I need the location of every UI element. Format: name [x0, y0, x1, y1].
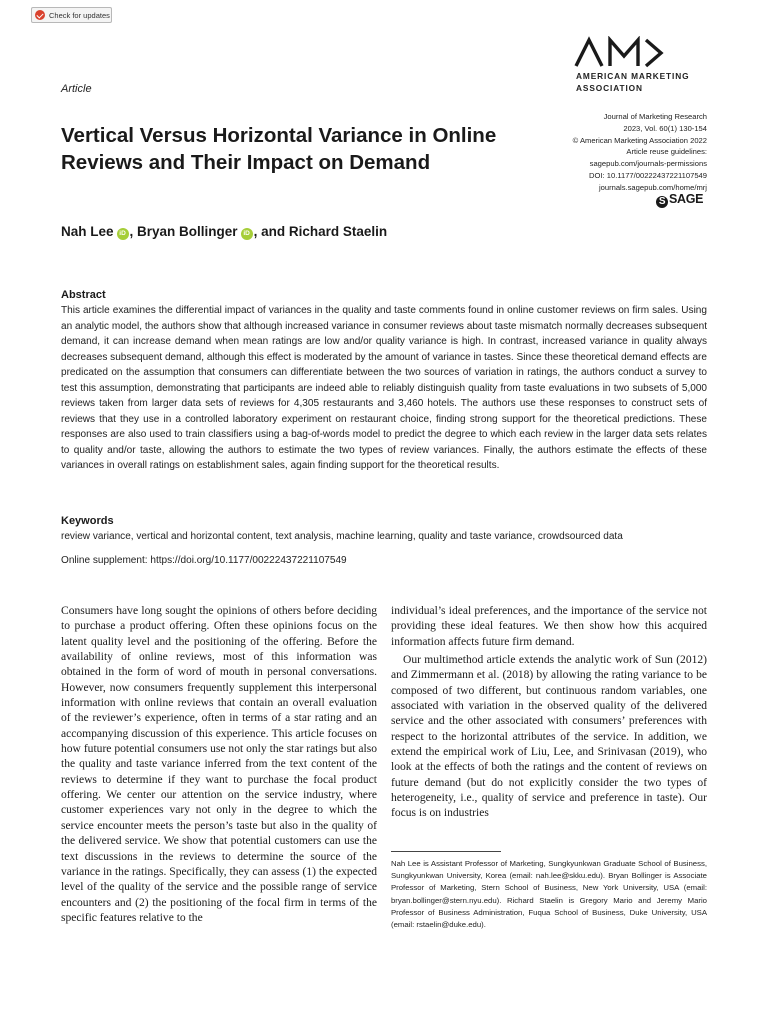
author-name: Nah Lee	[61, 224, 114, 239]
abstract-heading: Abstract	[61, 289, 106, 301]
footnote-divider	[391, 851, 501, 852]
author-name: , and Richard Staelin	[253, 224, 388, 239]
ama-name: AMERICAN MARKETING ASSOCIATION	[576, 71, 690, 93]
keywords-heading: Keywords	[61, 515, 114, 527]
body-column-left: Consumers have long sought the opinions of others before deciding to purchase a product offering. Often these opinions focus on the latent quality level and the positioning of the offering. Before the availability of online reviews, most of this information was obtained in the form of word of mouth in personal conversations. However, now consumers frequently supplement this interpersonal information with online reviews that contain an overall evaluation of the reviewer’s experience, often in terms of a star rating and an accompanying discussion of this experience. This article focuses on how future potential consumers use not only the star ratings but also the quality and taste variance inferred from the text content of the reviews to determine if they want to purchase the focal product offering. We center our attention on the service industry, where customer experiences vary not only in the degree to which the service encounter meets the person’s taste but also in the quality of the delivered service. We show that potential customers can use the text discussions in the reviews to determine the source of the variance in the ratings. Specifically, they can assess (1) the expected level of the quality of the service and the possible range of service encounters and (2) the positioning of the focal firm in terms of the specific features relative to the	[61, 605, 377, 924]
orcid-icon[interactable]: iD	[241, 228, 253, 240]
body-column-right-paragraph-1: individual’s ideal preferences, and the importance of the service not providing these ideal features. We then show how this acquired information affects future firm demand.	[391, 605, 707, 648]
check-for-updates-button[interactable]	[31, 7, 112, 23]
abstract-text: This article examines the differential impact of variances in the quality and taste comments found in online customer reviews on firm sales. Using an analytic model, the authors show that although increased variance in consumer reviews about taste mismatch normally decreases subsequent demand, it can increase demand when mean ratings are low and/or quality variance is high. In contrast, increased variance in quality always decreases subsequent demand, although this effect is moderated by the amount of variance in tastes. Since these theoretical demand effects are predicated on the assumption that consumers can differentiate between the two sources of variation in ratings, the authors conduct a survey to test this assumption, demonstrating that participants are indeed able to reliably distinguish quality from taste evaluations in two subsets of 5,000 reviews taken from larger data sets of reviews for 4,305 restaurants and 3,460 hotels. The authors use these responses to construct sets of reviews that they use in a controlled laboratory experiment on restaurant choice, finding strong support for the theoretical predictions. These responses are also used to train classifiers using a bag-of-words model to predict the degree to which each review in the larger data sets relates to quality and/or taste, allowing the authors to estimate the two types of review variances. Finally, the authors estimate the effects of these variances in overall ratings on establishment sales, again finding support for the theoretical results.	[61, 305, 707, 472]
body-column-right-paragraph-2: Our multimethod article extends the analytic work of Sun (2012) and Zimmermann et al. (2018) by allowing the rating variance to be composed of two different, but continuous random variables, one associated with variation in the observed quality of the delivered service and the other associated with consumers’ preferences with respect to the horizontal attributes of the service. In addition, we extend the empirical work of Liu, Lee, and Srinivasan (2019), who look at the effects of both the ratings and the content of reviews on future demand (but do not explicitly consider the two types of heterogeneity, i.e., quality of service and preference in taste). Our focus is on industries	[391, 654, 707, 820]
reuse-guidelines-label: Article reuse guidelines:	[626, 147, 707, 157]
sage-mark-icon: S	[656, 196, 668, 208]
author-affiliation-footnote: Nah Lee is Assistant Professor of Marketing, Sungkyunkwan Graduate School of Business, Sungkyunkwan University, Korea (email: nah.lee@skku.edu). Bryan Bollinger is Associate Professor of Marketing, Stern School of Business, New York University, USA (email: bryan.bollinger@stern.nyu.edu). Richard Staelin is Gregory Mario and Jeremy Mario Professor of Business Administration, Fuqua School of Business, Duke University, USA (email: rstaelin@duke.edu).	[391, 859, 707, 930]
copyright-line: © American Marketing Association 2022	[572, 135, 707, 145]
online-supplement-link[interactable]: Online supplement: https://doi.org/10.1177/00222437221107549	[61, 555, 347, 566]
paper-title: Vertical Versus Horizontal Variance in Online Reviews and Their Impact on Demand	[61, 124, 497, 174]
orcid-icon[interactable]: iD	[117, 228, 129, 240]
author-name: , Bryan Bollinger	[129, 224, 238, 239]
permissions-link[interactable]: sagepub.com/journals-permissions	[589, 159, 707, 169]
journal-info	[540, 111, 707, 194]
article-type-label: Article	[61, 83, 92, 95]
author-list	[61, 224, 387, 240]
journal-home-link[interactable]: journals.sagepub.com/home/mrj	[598, 182, 707, 192]
keywords-text: review variance, vertical and horizontal content, text analysis, machine learning, quality and taste variance, crowdsourced data	[61, 531, 623, 542]
journal-name: Journal of Marketing Research	[603, 112, 707, 121]
sage-logo	[656, 192, 703, 208]
doi-line[interactable]: DOI: 10.1177/00222437221107549	[589, 170, 707, 180]
check-icon	[35, 10, 45, 20]
check-for-updates-label: Check for updates	[49, 11, 110, 20]
sage-wordmark: SAGE	[669, 192, 704, 206]
journal-volume: 2023, Vol. 60(1) 130-154	[623, 123, 707, 133]
